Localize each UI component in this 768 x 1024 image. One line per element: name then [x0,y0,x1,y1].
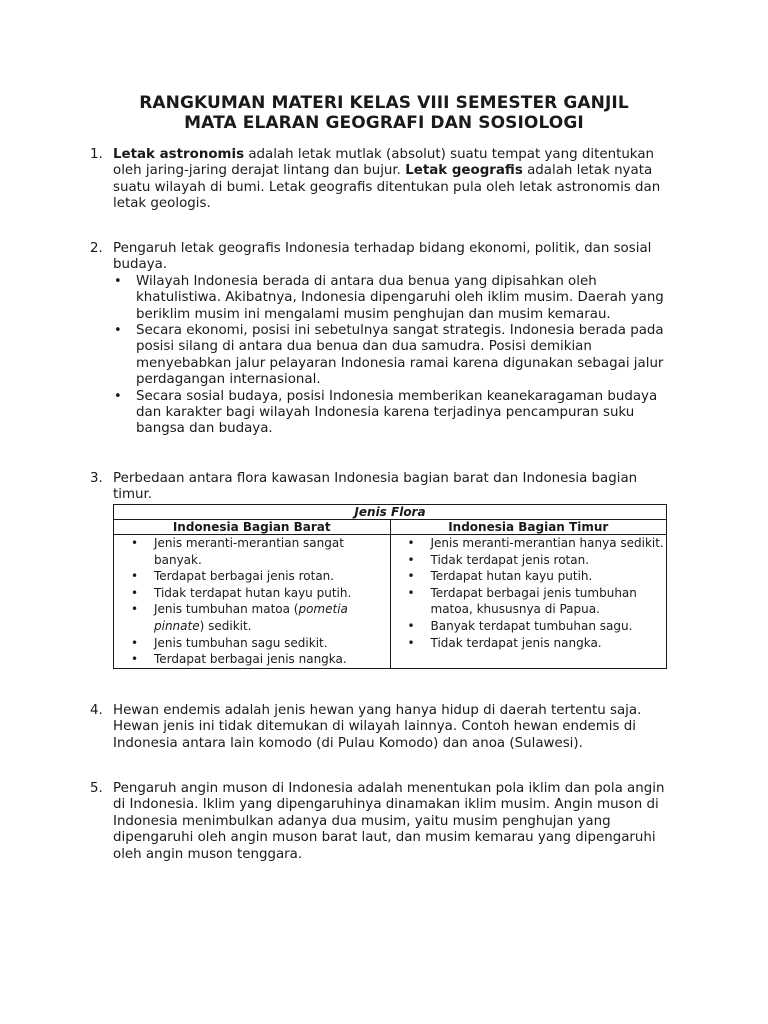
flora-item: • Jenis tumbuhan sagu sedikit. [131,635,328,650]
item-intro: Pengaruh letak geografis Indonesia terhadap bidang ekonomi, politik, dan sosial budaya. [113,241,652,273]
flora-item: • Terdapat berbagai jenis tumbuhan matoa, khususnya di Papua. [407,585,637,617]
flora-item: • Terdapat hutan kayu putih. [407,569,593,584]
item-body [113,471,673,504]
flora-item: • Terdapat berbagai jenis nangka. [131,652,347,667]
flora-item: • Tidak terdapat jenis nangka. [407,635,602,650]
title-line-1: RANGKUMAN MATERI KELAS VIII SEMESTER GANJIL [139,93,629,113]
item-number: 2. [90,241,103,256]
item-text: Pengaruh angin muson di Indonesia adalah menentukan pola iklim dan pola angin di Indonesia. Iklim yang dipengaruhinya dinamakan iklim musim. Angin muson di Indonesia menimbulkan adanya dua musim, yaitu musim penghujan yang dipengaruhi oleh angin muson barat laut, dan musim kemarau yang dipengaruhi oleh angin muson tenggara. [113,781,665,862]
item-text: adalah letak nyata suatu wilayah di bumi. Letak geografis ditentukan pula oleh letak astronomis dan letak geologis. [113,163,661,212]
item-number: 1. [90,147,103,162]
item-number: 4. [90,703,103,718]
item-body [113,147,678,213]
item-number: 5. [90,781,103,796]
bullet-list [113,274,673,438]
flora-item: • Tidak terdapat jenis rotan. [407,552,590,567]
item-intro: Perbedaan antara flora kawasan Indonesia bagian barat dan Indonesia bagian timur. [113,471,638,503]
bullet-item: • Secara sosial budaya, posisi Indonesia memberikan keanekaragaman budaya dan karakter bagi wilayah Indonesia karena terjadinya pencampuran suku bangsa dan budaya. [114,388,658,437]
item-body [113,781,665,863]
item-body [113,703,673,752]
term-letak-astronomis: Letak astronomis [113,147,245,162]
bullet-glyph: • [114,273,122,289]
item-text: adalah letak mutlak (absolut) suatu tempat yang ditentukan oleh jaring-jaring derajat lintang dan bujur. [113,147,655,179]
title-line-2: MATA ELARAN GEOGRAFI DAN SOSIOLOGI [184,113,584,133]
table-caption: Jenis Flora [114,505,667,520]
column-header-barat: Indonesia Bagian Barat [114,520,391,535]
flora-item: • Jenis meranti-merantian hanya sedikit. [407,536,664,550]
item-text: Hewan endemis adalah jenis hewan yang hanya hidup di daerah tertentu saja. Hewan jenis ini tidak ditemukan di wilayah lainnya. Contoh hewan endemis di Indonesia antara lain komodo (di Pulau Komodo) dan anoa (Sulawesi). [113,703,642,751]
flora-item: • Jenis tumbuhan matoa (pometia pinnate) sedikit. [131,602,348,633]
flora-item: • Terdapat berbagai jenis rotan. [131,569,335,584]
table-cell-barat [114,535,391,669]
table-cell-timur [390,535,667,669]
bullet-item: • Secara ekonomi, posisi ini sebetulnya sangat strategis. Indonesia berada pada posisi silang di antara dua benua dan dua samudra. Posisi demikian menyebabkan jalur pelayaran Indonesia ramai karena digunakan sebagai jalur perdagangan internasional. [114,323,664,388]
bullet-item: • Wilayah Indonesia berada di antara dua benua yang dipisahkan oleh khatulistiwa. Akibatnya, Indonesia dipengaruhi oleh iklim musim. Daerah yang beriklim musim ini mengalami musim penghujan dan musim kemarau. [114,273,664,322]
flora-table [113,504,667,669]
item-body [113,241,673,438]
document-title [0,93,768,133]
bullet-glyph: • [114,388,122,404]
term-letak-geografis: Letak geografis [405,163,523,179]
scientific-name: pometia pinnate [154,602,348,633]
column-header-timur: Indonesia Bagian Timur [390,520,667,535]
item-number: 3. [90,471,103,486]
flora-item: • Banyak terdapat tumbuhan sagu. [407,618,633,633]
bullet-glyph: • [114,323,122,339]
flora-item: • Jenis meranti-merantian sangat banyak. [131,536,344,567]
flora-item: • Tidak terdapat hutan kayu putih. [131,585,352,600]
